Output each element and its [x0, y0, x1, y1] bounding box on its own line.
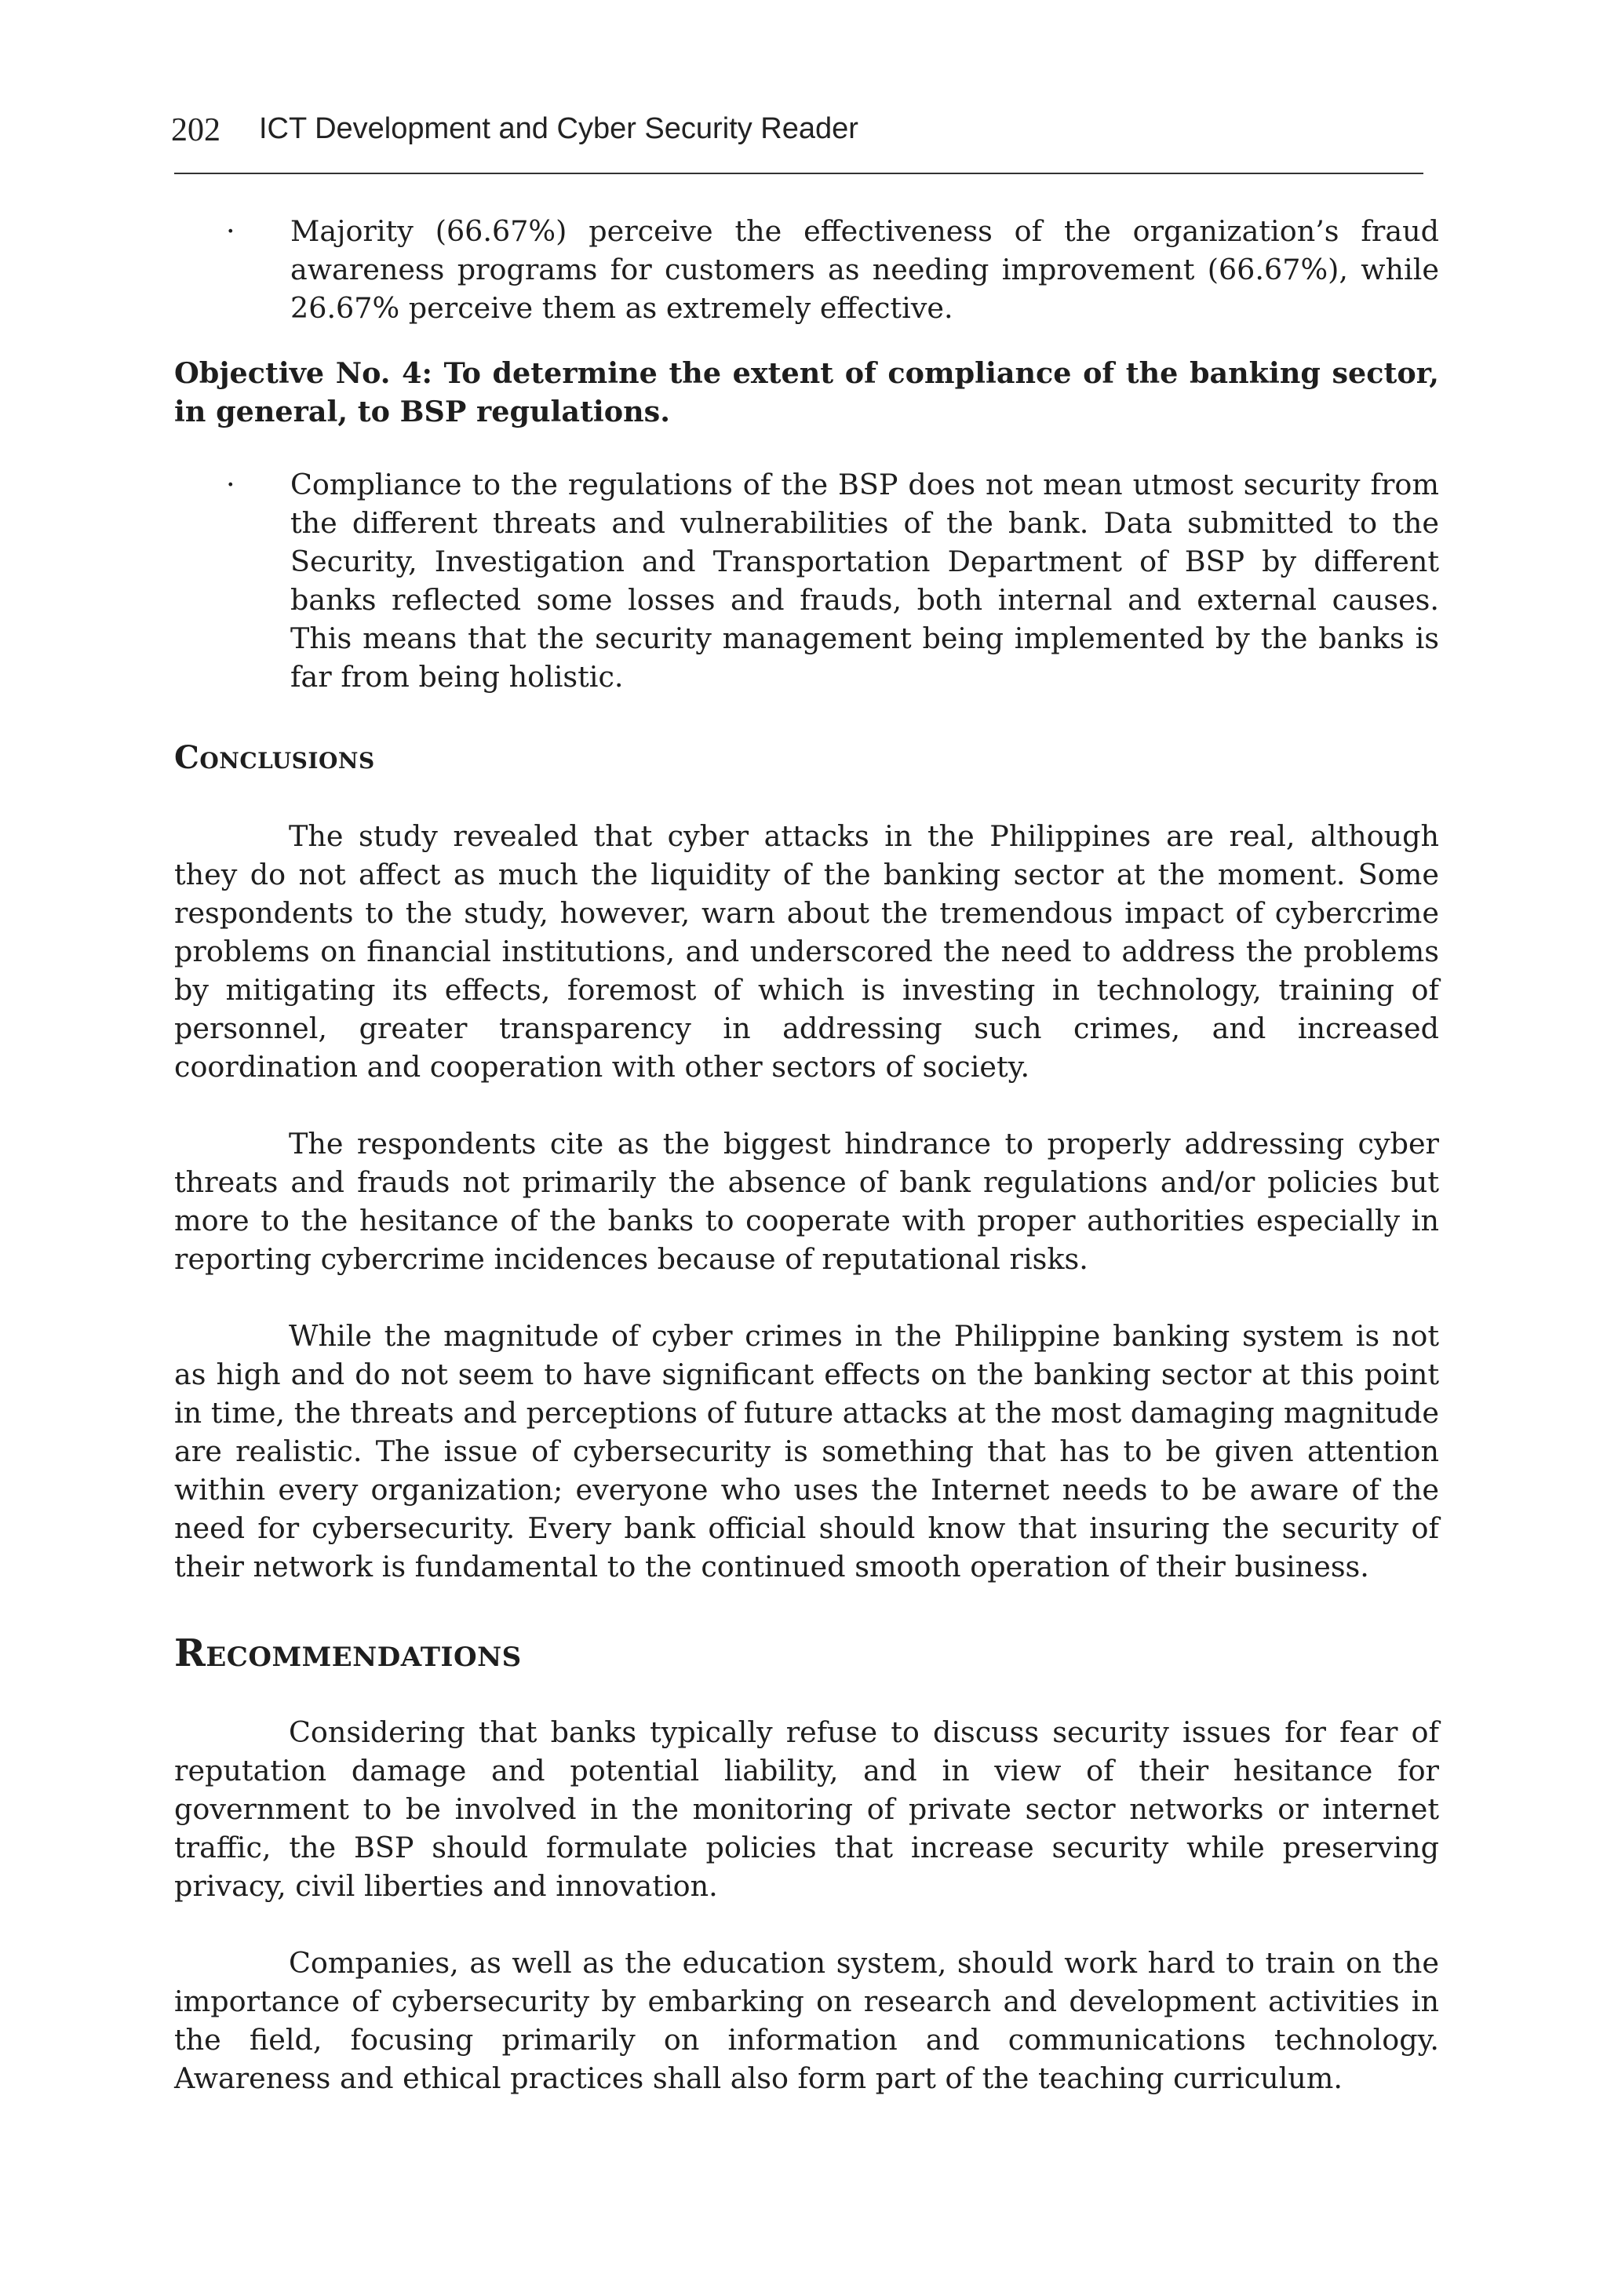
running-header [171, 110, 1423, 154]
conclusions-paragraph: The study revealed that cyber attacks in the Philippines are real, although they do not affect as much the liquidity of the banking sector at the moment. Some respondents to the study, however, warn about the tremendous impact of cybercrime problems on financial institutions, and underscored the need to address the problems by mitigating its effects, foremost of which is investing in technology, training of personnel, greater transparency in addressing such crimes, and increased coordination and cooperation with other sectors of society. [174, 819, 1439, 1084]
page-body [174, 212, 1439, 2097]
page-number: 202 [171, 112, 220, 148]
bullet-item-fraud-awareness [174, 212, 1439, 327]
conclusions-heading: Conclusions [174, 739, 375, 776]
bullet-marker: · [226, 468, 235, 501]
conclusions-paragraph: While the magnitude of cyber crimes in the Philippine banking system is not as high and do not seem to have significant effects on the banking sector at this point in time, the threats and perceptions of future attacks at the most damaging magnitude are realistic. The issue of cybersecurity is something that has to be given attention within every organization; everyone who uses the Internet needs to be aware of the need for cybersecurity. Every bank official should know that insuring the security of their network is fundamental to the continued smooth operation of their business. [174, 1319, 1439, 1584]
objective-heading: Objective No. 4: To determine the extent of compliance of the banking sector, in general, to BSP regulations. [174, 356, 1439, 428]
conclusions-paragraph: The respondents cite as the biggest hindrance to properly addressing cyber threats and frauds not primarily the absence of bank regulations and/or policies but more to the hesitance of the banks to cooperate with proper authorities especially in reporting cybercrime incidences because of reputational risks. [174, 1127, 1439, 1276]
header-divider [174, 173, 1423, 174]
recommendations-paragraph: Companies, as well as the education system, should work hard to train on the importance of cybersecurity by embarking on research and development activities in the field, focusing primarily on information and communications technology. Awareness and ethical practices shall also form part of the teaching curriculum. [174, 1946, 1439, 2095]
bullet-marker: · [226, 214, 235, 248]
bullet-text: Compliance to the regulations of the BSP does not mean utmost security from the different threats and vulnerabilities of the bank. Data submitted to the Security, Investigation and Transportation Department of BSP by different banks reflected some losses and frauds, both internal and external causes. This means that the security management being implemented by the banks is far from being holistic. [290, 468, 1439, 694]
recommendations-paragraph: Considering that banks typically refuse to discuss security issues for fear of reputation damage and potential liability, and in view of their hesitance for government to be involved in the monitoring of private sector networks or internet traffic, the BSP should formulate policies that increase security while preserving privacy, civil liberties and innovation. [174, 1715, 1439, 1903]
recommendations-heading: Recommendations [174, 1631, 522, 1675]
bullet-item-bsp-compliance [174, 465, 1439, 696]
bullet-text: Majority (66.67%) perceive the effectiveness of the organization’s fraud awareness programs for customers as needing improvement (66.67%), while 26.67% perceive them as extremely effective. [290, 214, 1439, 325]
book-title: ICT Development and Cyber Security Reader [259, 112, 858, 145]
